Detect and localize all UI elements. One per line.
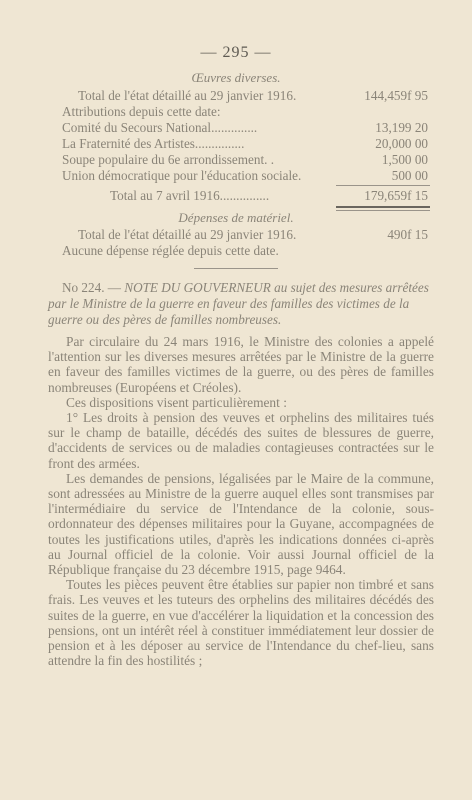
paragraph: 1° Les droits à pension des veuves et orphelins des militaires tués sur le champ de bataille, décédés des suites de blessures de guerre, d'accidents de services ou de maladies contagieuses contractées sur le front des armées. bbox=[48, 410, 434, 471]
ledger-row bbox=[48, 227, 432, 243]
note-title: NOTE DU GOUVERNEUR au sujet des mesures arrêtées par le Ministre de la guerre en faveur des familles des victimes de la guerre ou des pères de familles nombreuses. bbox=[48, 280, 429, 327]
ledger-label: La Fraternité des Artistes............... bbox=[62, 136, 245, 151]
paragraph: Ces dispositions visent particulièrement : bbox=[66, 394, 287, 410]
note-number: No 224. — bbox=[62, 280, 121, 295]
ledger-row bbox=[48, 136, 432, 152]
ledger-total-label: Total au 7 avril 1916............... bbox=[110, 188, 270, 203]
ledger-label: Aucune dépense réglée depuis cette date. bbox=[62, 243, 279, 258]
paragraph: Toutes les pièces peuvent être établies sur papier non timbré et sans frais. Les veuves et les tuteurs des orphelins des militaires décédés des suites de la guerre, en vue d'accélérer la liquidation et la concession des pensions, ont un intérêt réel à constituer immédiatement leur dossier de pension et à les déposer au service de l'Intendance du chef-lieu, sans attendre la fin des hostilités ; bbox=[48, 577, 434, 669]
total-double-rule bbox=[336, 206, 430, 208]
ledger-row bbox=[48, 88, 432, 104]
ledger-row bbox=[48, 243, 432, 259]
ledger-amount: 144,459f 95 bbox=[364, 88, 428, 103]
ledger-row bbox=[48, 168, 432, 184]
ledger-row bbox=[48, 120, 432, 136]
ledger-total-row bbox=[48, 188, 432, 204]
sum-rule bbox=[336, 185, 430, 186]
ledger-label: Soupe populaire du 6e arrondissement. . bbox=[62, 152, 275, 167]
note-heading bbox=[48, 280, 432, 328]
ledger-label: Attributions depuis cette date: bbox=[62, 104, 221, 119]
section-title-oeuvres: Œuvres diverses. bbox=[191, 70, 281, 85]
paragraph: Les demandes de pensions, légalisées par le Maire de la commune, sont adressées au Ministre de la guerre auquel elles sont transmises par l'intermédiaire du service de l'Intendance de la colonie, sous-ordonnateur des dépenses militaires pour la Guyane, accompagnées de toutes les justifications utiles, d'après les indications données ci-après au Journal officiel de la colonie. Voir aussi Journal officiel de la République française du 23 décembre 1915, page 9464. bbox=[48, 470, 434, 578]
page-number: — 295 — bbox=[200, 44, 272, 61]
ledger-label: Total de l'état détaillé au 29 janvier 1916. bbox=[78, 88, 297, 103]
section-title-materiel: Dépenses de matériel. bbox=[178, 210, 294, 225]
ledger-label: Comité du Secours National.............. bbox=[62, 120, 258, 135]
ledger-row bbox=[48, 104, 432, 120]
section-divider bbox=[194, 268, 278, 269]
ledger-total-amount: 179,659f 15 bbox=[364, 188, 428, 203]
ledger-amount: 500 00 bbox=[391, 168, 428, 183]
ledger-amount: 13,199 20 bbox=[375, 120, 428, 135]
ledger-amount: 1,500 00 bbox=[381, 152, 428, 167]
ledger-amount: 20,000 00 bbox=[375, 136, 428, 151]
ledger-label: Union démocratique pour l'éducation sociale. bbox=[62, 168, 302, 183]
paragraph: Par circulaire du 24 mars 1916, le Ministre des colonies a appelé l'attention sur les diverses mesures arrêtées par le Ministre de la guerre en faveur des familles victimes de la guerre, ou des pères de familles nombreuses (Européens et Créoles). bbox=[48, 334, 434, 395]
ledger-amount: 490f 15 bbox=[387, 227, 428, 242]
ledger-row bbox=[48, 152, 432, 168]
body-text bbox=[48, 334, 434, 668]
ledger-label: Total de l'état détaillé au 29 janvier 1916. bbox=[78, 227, 297, 242]
